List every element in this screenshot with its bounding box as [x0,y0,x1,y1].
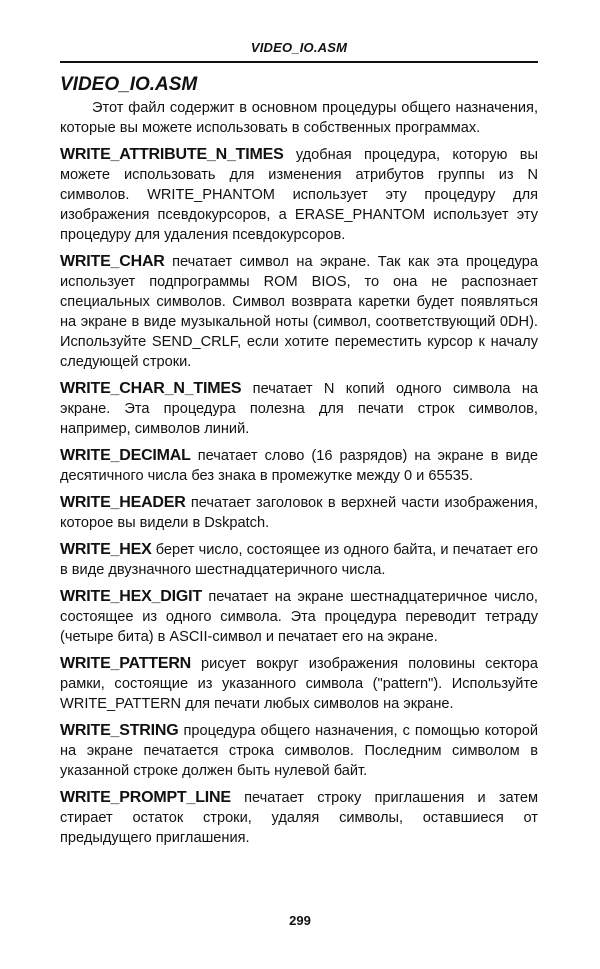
entry-write-pattern [60,654,538,714]
procedure-description: печатает строку приглашения и затем стирает остаток строки, удаляя символы, оставшиеся от предыдущего приглашения. [60,790,538,846]
procedure-description: удобная процедура, которую вы можете использовать для изменения атрибутов группы из N символов. WRITE_PHANTOM использует эту процедуру для изображения псевдокурсоров, а ERASE_PHANTOM использует эту процедуру для удаления псевдокурсоров. [60,147,538,243]
entry-write-header [60,493,538,533]
section-title: VIDEO_IO.ASM [60,74,198,95]
procedure-description: берет число, состоящее из одного байта, и печатает его в виде двузначного шестнадцатеричного числа. [60,542,538,578]
procedure-name: WRITE_HEX [60,541,152,558]
entry-write-attribute-n-times [60,145,538,245]
header-rule [60,61,538,63]
procedure-name: WRITE_ATTRIBUTE_N_TIMES [60,146,284,163]
procedure-name: WRITE_PROMPT_LINE [60,789,231,806]
entry-write-decimal [60,446,538,486]
procedure-name: WRITE_STRING [60,722,179,739]
entry-write-string [60,721,538,781]
running-head: VIDEO_IO.ASM [250,40,348,55]
procedure-description: печатает заголовок в верхней части изображения, которое вы видели в Dskpatch. [60,495,538,531]
entry-write-hex [60,540,538,580]
procedure-name: WRITE_DECIMAL [60,447,191,464]
procedure-description: печатает на экране шестнадцатеричное число, состоящее из одного символа. Эта процедура переводит тетраду (четыре бита) в ASCII-символ и печатает его на экране. [60,589,538,645]
procedure-description: печатает N копий одного символа на экране. Эта процедура полезна для печати строк символов, например, символов линий. [60,381,538,437]
procedure-name: WRITE_CHAR [60,253,165,270]
entry-write-hex-digit [60,587,538,647]
entry-write-prompt-line [60,788,538,848]
procedure-name: WRITE_CHAR_N_TIMES [60,380,242,397]
page-number: 299 [289,913,311,928]
intro-paragraph: Этот файл содержит в основном процедуры общего назначения, которые вы можете использовать в собственных программах. [60,100,538,136]
page-content [60,98,538,855]
procedure-description: печатает символ на экране. Так как эта процедура использует подпрограммы ROM BIOS, то она не распознает специальных символов. Символ возврата каретки будет появляться на экране в виде музыкальной ноты (символ, соответствующий 0DH). Используйте SEND_CRLF, если хотите переместить курсор к началу следующей строки. [60,254,538,370]
procedure-description: процедура общего назначения, с помощью которой на экране печатается строка символов. Последним символом в указанной строке должен быть нулевой байт. [60,723,538,779]
procedure-name: WRITE_HEX_DIGIT [60,588,202,605]
procedure-description: печатает слово (16 разрядов) на экране в виде десятичного числа без знака в промежутке между 0 и 65535. [60,448,538,484]
procedure-description: рисует вокруг изображения половины сектора рамки, состоящие из указанного символа ("pattern"). Используйте WRITE_PATTERN для печати любых символов на экране. [60,656,538,712]
entry-write-char-n-times [60,379,538,439]
procedure-name: WRITE_PATTERN [60,655,192,672]
procedure-name: WRITE_HEADER [60,494,186,511]
entry-write-char [60,252,538,372]
